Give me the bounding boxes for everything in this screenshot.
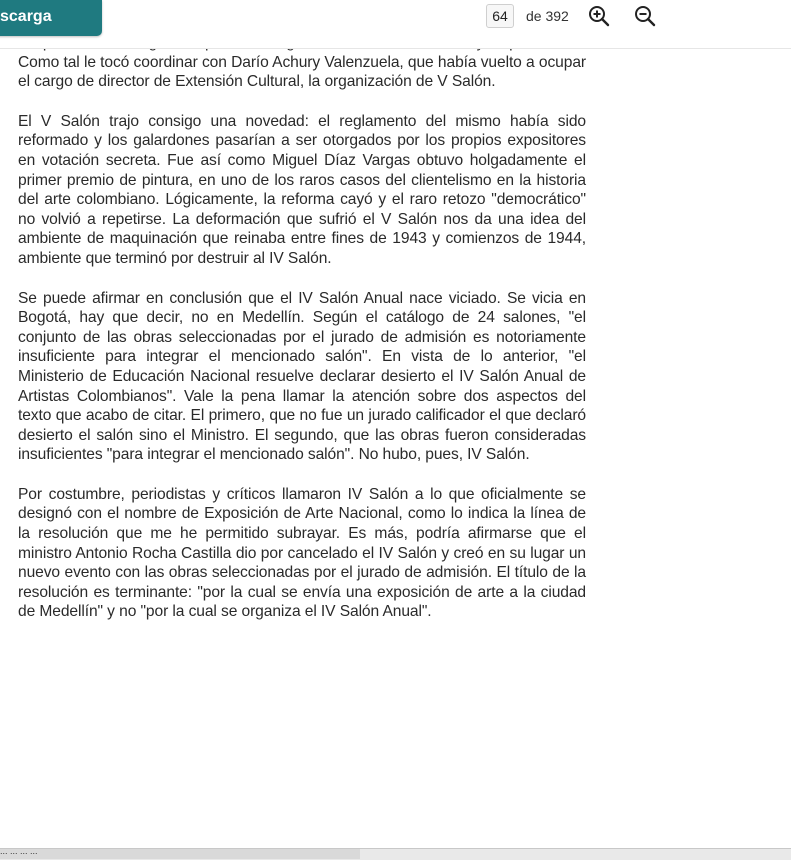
zoom-in-icon[interactable]	[586, 3, 612, 29]
page-number-input[interactable]	[486, 4, 514, 28]
zoom-out-icon[interactable]	[632, 3, 658, 29]
horizontal-scrollbar[interactable]	[0, 849, 360, 859]
document-page	[0, 40, 600, 848]
paragraph: El V Salón trajo consigo una novedad: el reglamento del mismo había sido reformado y los galardones pasarían a ser otorgados por los propios expositores en votación secreta. Fue así como Miguel Díaz Vargas obtuvo holgadamente el primer premio de pintura, en uno de los raros casos del clientelismo en la historia del arte colombiano. Lógicamente, la reforma cayó y el raro retozo "democrático" no volvió a repetirse. La deformación que sufrió el V Salón nos da una idea del ambiente de maquinación que reinaba entre fines de 1943 y comienzos de 1944, ambiente que terminó por destruir al IV Salón.	[18, 112, 586, 267]
pdf-toolbar	[0, 0, 791, 49]
paragraph: Como tal le tocó coordinar con Darío Achury Valenzuela, que había vuelto a ocupar el cargo de director de Extensión Cultural, la organización de V Salón.	[18, 53, 586, 91]
download-button[interactable]: scarga	[0, 0, 102, 36]
paragraph: Por costumbre, periodistas y críticos llamaron IV Salón a lo que oficialmente se designó con el nombre de Exposición de Arte Nacional, como lo indica la línea de la resolución que me he permitido subrayar. Es más, podría afirmarse que el ministro Antonio Rocha Castilla dio por cancelado el IV Salón y creó en su lugar un nuevo evento con las obras seleccionadas por el jurado de admisión. El título de la resolución es terminante: "por la cual se envía una exposición de arte a la ciudad de Medellín" y no "por la cual se organiza el IV Salón Anual".	[18, 485, 586, 621]
page-text	[18, 40, 586, 642]
page-total-label: de 392	[526, 8, 569, 24]
paragraph: Se puede afirmar en conclusión que el IV Salón Anual nace viciado. Se vicia en Bogotá, hay que decir, no en Medellín. Según el catálogo de 24 salones, "el conjunto de las obras seleccionadas por el jurado de admisión es notoriamente insuficiente para integrar el mencionado salón". En vista de lo anterior, "el Ministerio de Educación Nacional resuelve declarar desierto el IV Salón Anual de Artistas Colombianos". Vale la pena llamar la atención sobre dos aspectos del texto que acabo de citar. El primero, que no fue un jurado calificador el que declaró desierto el salón sino el Ministro. El segundo, que las obras fueron consideradas insuficientes "para integrar el mencionado salón". No hubo, pues, IV Salón.	[18, 289, 586, 464]
status-bar	[0, 848, 791, 860]
status-text: ... ... ... ...	[0, 848, 38, 856]
